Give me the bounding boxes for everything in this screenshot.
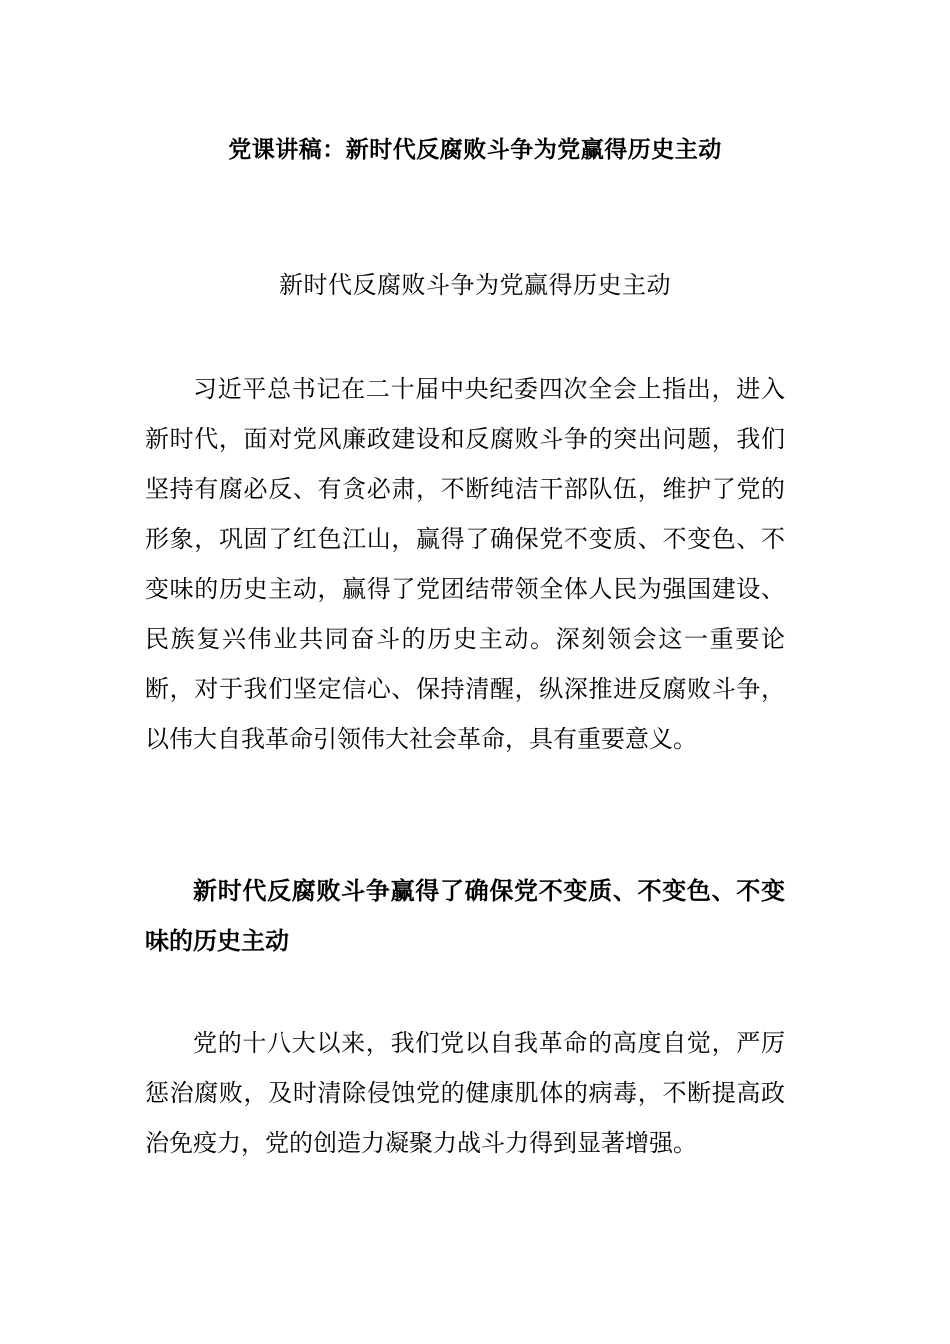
body-paragraph: 党的十八大以来，我们党以自我革命的高度自觉，严厉惩治腐败，及时清除侵蚀党的健康肌体的病毒，不断提高政治免疫力，党的创造力凝聚力战斗力得到显著增强。 [145, 1029, 785, 1157]
document-subtitle: 新时代反腐败斗争为党赢得历史主动 [279, 271, 671, 299]
body-paragraph: 习近平总书记在二十届中央纪委四次全会上指出，进入新时代，面对党风廉政建设和反腐败斗争的突出问题，我们坚持有腐必反、有贪必肃，不断纯洁干部队伍，维护了党的形象，巩固了红色江山，赢得了确保党不变质、不变色、不变味的历史主动，赢得了党团结带领全体人民为强国建设、民族复兴伟业共同奋斗的历史主动。深刻领会这一重要论断，对于我们坚定信心、保持清醒，纵深推进反腐败斗争，以伟大自我革命引领伟大社会革命，具有重要意义。 [145, 375, 785, 753]
section-heading: 新时代反腐败斗争赢得了确保党不变质、不变色、不变味的历史主动 [145, 877, 785, 955]
document-title: 党课讲稿：新时代反腐败斗争为党赢得历史主动 [228, 137, 722, 163]
